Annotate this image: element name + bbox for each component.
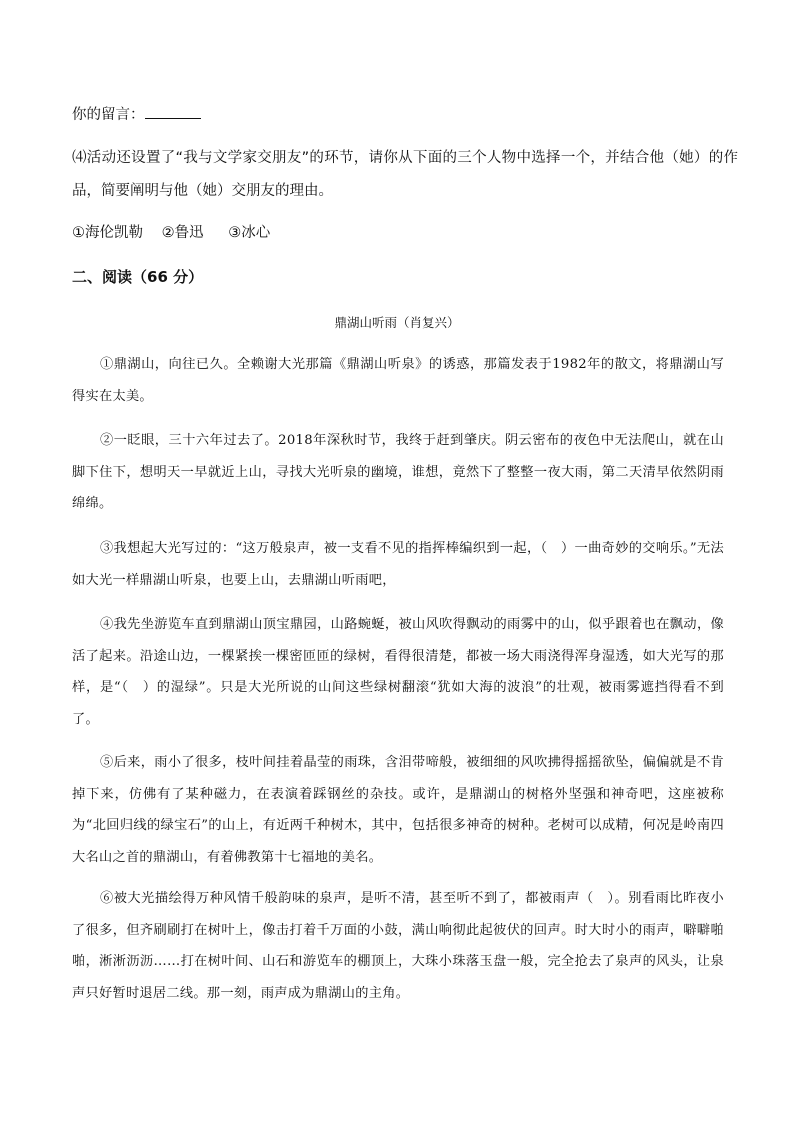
message-blank[interactable] — [145, 104, 201, 119]
article-title: 鼎湖山听雨（肖复兴） — [334, 315, 460, 330]
question-4-options — [72, 221, 732, 245]
section-heading: 二、阅读（66 分） — [72, 268, 204, 286]
paragraph-5: ⑤后来，雨小了很多，枝叶间挂着晶莹的雨珠，含泪带啼般，被细细的风吹拂得摇摇欲坠，偏偏就是不肯掉下来，仿佛有了某种磁力，在表演着踩钢丝的杂技。或许，是鼎湖山的树格外坚强和神奇吧，这座被称为“北回归线的绿宝石”的山上，有近两千种树木，其中，包括很多神奇的树种。老树可以成精，何况是岭南四大名山之首的鼎湖山，有着佛教第十七福地的美名。 — [72, 755, 724, 865]
paragraph-6: ⑥被大光描绘得万种风情千般韵味的泉声，是听不清，甚至听不到了，都被雨声（ ）。别看雨比昨夜小了很多，但齐刷刷打在树叶上，像击打着千万面的小鼓，满山响彻此起彼伏的回声。时大时小的雨声，噼噼啪啪，淅淅沥沥……打在树叶间、山石和游览车的棚顶上，大珠小珠落玉盘一般，完全抢去了泉声的风头，让泉声只好暂时退居二线。那一刻，雨声成为鼎湖山的主角。 — [72, 891, 724, 1001]
option-lu-xun: ②鲁迅 — [161, 225, 204, 241]
question-4-text: ⑷活动还设置了“我与文学家交朋友”的环节，请你从下面的三个人物中选择一个，并结合他（她）的作品，简要阐明与他（她）交朋友的理由。 — [72, 150, 738, 199]
paragraph-4: ④我先坐游览车直到鼎湖山顶宝鼎园，山路蜿蜒，被山风吹得飘动的雨雾中的山，似乎跟着也在飘动，像活了起来。沿途山边，一棵紧挨一棵密匝匝的绿树，看得很清楚，都被一场大雨浇得浑身湿透，如大光写的那样，是“（ ）的湿绿”。只是大光所说的山间这些绿树翻滚“犹如大海的波浪”的壮观，被雨雾遮挡得看不到了。 — [72, 617, 724, 727]
paragraph-1: ①鼎湖山，向往已久。全赖谢大光那篇《鼎湖山听泉》的诱惑，那篇发表于1982年的散文，将鼎湖山写得实在太美。 — [72, 357, 724, 404]
option-helen-keller: ①海伦凯勒 — [72, 225, 143, 241]
message-line — [72, 103, 732, 127]
paragraph-2: ②一眨眼，三十六年过去了。2018年深秋时节，我终于赶到肇庆。阴云密布的夜色中无法爬山，就在山脚下住下，想明天一早就近上山，寻找大光听泉的幽境，谁想，竟然下了整整一夜大雨，第二天清早依然阴雨绵绵。 — [72, 433, 724, 511]
option-bing-xin: ③冰心 — [228, 225, 271, 241]
paragraph-3: ③我想起大光写过的：“这万般泉声，被一支看不见的指挥棒编织到一起，（ ）一曲奇妙的交响乐。”无法如大光一样鼎湖山听泉，也要上山，去鼎湖山听雨吧， — [72, 541, 724, 588]
message-label: 你的留言： — [72, 107, 145, 123]
